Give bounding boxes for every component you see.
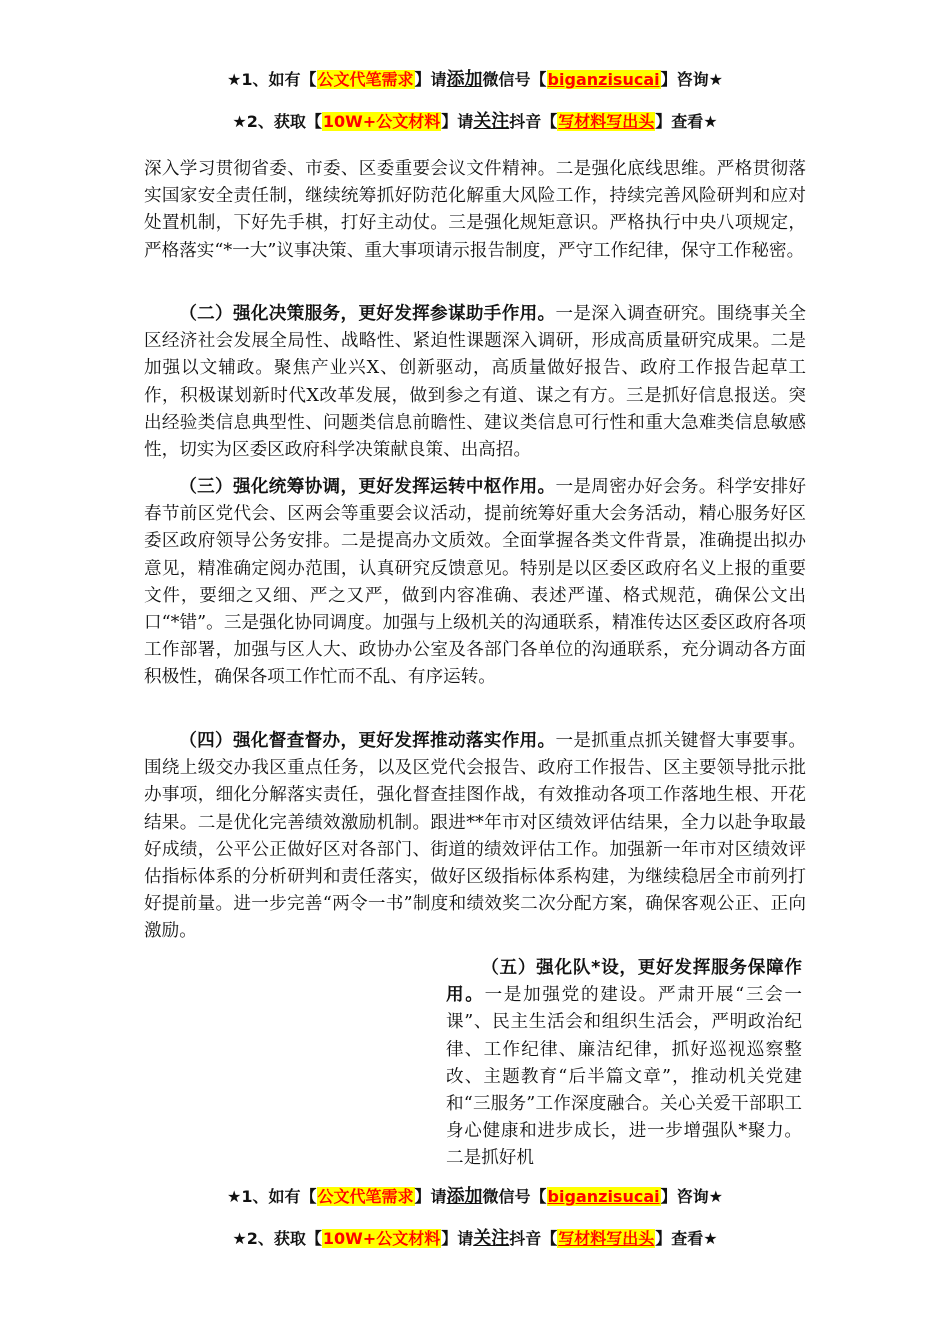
wechat-id-link[interactable]: biganzisucai bbox=[547, 1187, 660, 1206]
douyin-account-link[interactable]: 写材料写出头 bbox=[558, 1229, 655, 1248]
follow-emphasis: 关注 bbox=[473, 1228, 510, 1249]
ghostwriting-highlight: 公文代笔需求 bbox=[317, 1187, 414, 1206]
ghostwriting-highlight: 公文代笔需求 bbox=[317, 70, 414, 89]
section-heading-2: （二）强化决策服务，更好发挥参谋助手作用。 bbox=[179, 304, 556, 324]
header-notice-line-1: ★1、如有【公文代笔需求】请添加微信号【biganzisucai】咨询★ bbox=[227, 69, 723, 90]
paragraph-team-building: （五）强化队*设，更好发挥服务保障作用。一是加强党的建设。严肃开展“三会一课”、民主生活会和组织生活会，严明政治纪律、工作纪律、廉洁纪律，抓好巡视巡察整改、主题教育“后半篇文章”，推动机关党建和“三服务”工作深度融合。关心关爱干部职工身心健康和进步成长，进一步增强队*聚力。二是抓好机 bbox=[446, 958, 802, 1169]
footer-notice-line-2: ★2、获取【10W+公文材料】请关注抖音【写材料写出头】查看★ bbox=[232, 1228, 718, 1249]
materials-highlight: 10W+公文材料 bbox=[322, 1229, 441, 1248]
douyin-account-link[interactable]: 写材料写出头 bbox=[558, 112, 655, 131]
footer-notice-line-1: ★1、如有【公文代笔需求】请添加微信号【biganzisucai】咨询★ bbox=[227, 1186, 723, 1207]
follow-emphasis: 关注 bbox=[473, 111, 510, 132]
header-notice-line-2: ★2、获取【10W+公文材料】请关注抖音【写材料写出头】查看★ bbox=[232, 111, 718, 132]
materials-highlight: 10W+公文材料 bbox=[322, 112, 441, 131]
paragraph-coordination: （三）强化统筹协调，更好发挥运转中枢作用。一是周密办好会务。科学安排好春节前区党代会、区两会等重要会议活动，提前统筹好重大会务活动，精心服务好区委区政府领导公务安排。二是提高办文质效。全面掌握各类文件背景，准确提出拟办意见，精准确定阅办范围，认真研究反馈意见。特别是以区委区政府名义上报的重要文件，要细之又细、严之又严，做到内容准确、表述严谨、格式规范，确保公文出口“*错”。三是强化协同调度。加强与上级机关的沟通联系，精准传达区委区政府各项工作部署，加强与区人大、政协办公室及各部门各单位的沟通联系，充分调动各方面积极性，确保各项工作忙而不乱、有序运转。 bbox=[144, 477, 806, 688]
section-heading-4: （四）强化督查督办，更好发挥推动落实作用。 bbox=[179, 731, 556, 751]
section-heading-3: （三）强化统筹协调，更好发挥运转中枢作用。 bbox=[179, 477, 556, 497]
add-emphasis: 添加 bbox=[446, 1186, 483, 1207]
paragraph-supervision: （四）强化督查督办，更好发挥推动落实作用。一是抓重点抓关键督大事要事。围绕上级交办我区重点任务，以及区党代会报告、政府工作报告、区主要领导批示批办事项，细化分解落实责任，强化督查挂图作战，有效推动各项工作落地生根、开花结果。二是优化完善绩效激励机制。跟进**年市对区绩效评估结果，全力以赴争取最好成绩，公平公正做好区对各部门、街道的绩效评估工作。加强新一年市对区绩效评估指标体系的分析研判和责任落实，做好区级指标体系构建，为继续稳居全市前列打好提前量。进一步完善“两令一书”制度和绩效奖二次分配方案，确保客观公正、正向激励。 bbox=[144, 731, 806, 942]
paragraph-continuation: 深入学习贯彻省委、市委、区委重要会议文件精神。二是强化底线思维。严格贯彻落实国家安全责任制，继续统筹抓好防范化解重大风险工作，持续完善风险研判和应对处置机制，下好先手棋，打好主动仗。三是强化规矩意识。严格执行中央八项规定，严格落实“*一大”议事决策、重大事项请示报告制度，严守工作纪律，保守工作秘密。 bbox=[144, 159, 806, 261]
wechat-id-link[interactable]: biganzisucai bbox=[547, 70, 660, 89]
paragraph-decision-service: （二）强化决策服务，更好发挥参谋助手作用。一是深入调查研究。围绕事关全区经济社会发展全局性、战略性、紧迫性课题深入调研，形成高质量研究成果。二是加强以文辅政。聚焦产业兴X、创新驱动，高质量做好报告、政府工作报告起草工作，积极谋划新时代X改革发展，做到参之有道、谋之有方。三是抓好信息报送。突出经验类信息典型性、问题类信息前瞻性、建议类信息可行性和重大急难类信息敏感性，切实为区委区政府科学决策献良策、出高招。 bbox=[144, 304, 806, 461]
section-heading-5: （五）强化队*设，更好发挥服务保障作用。 bbox=[446, 958, 802, 1006]
add-emphasis: 添加 bbox=[446, 69, 483, 90]
